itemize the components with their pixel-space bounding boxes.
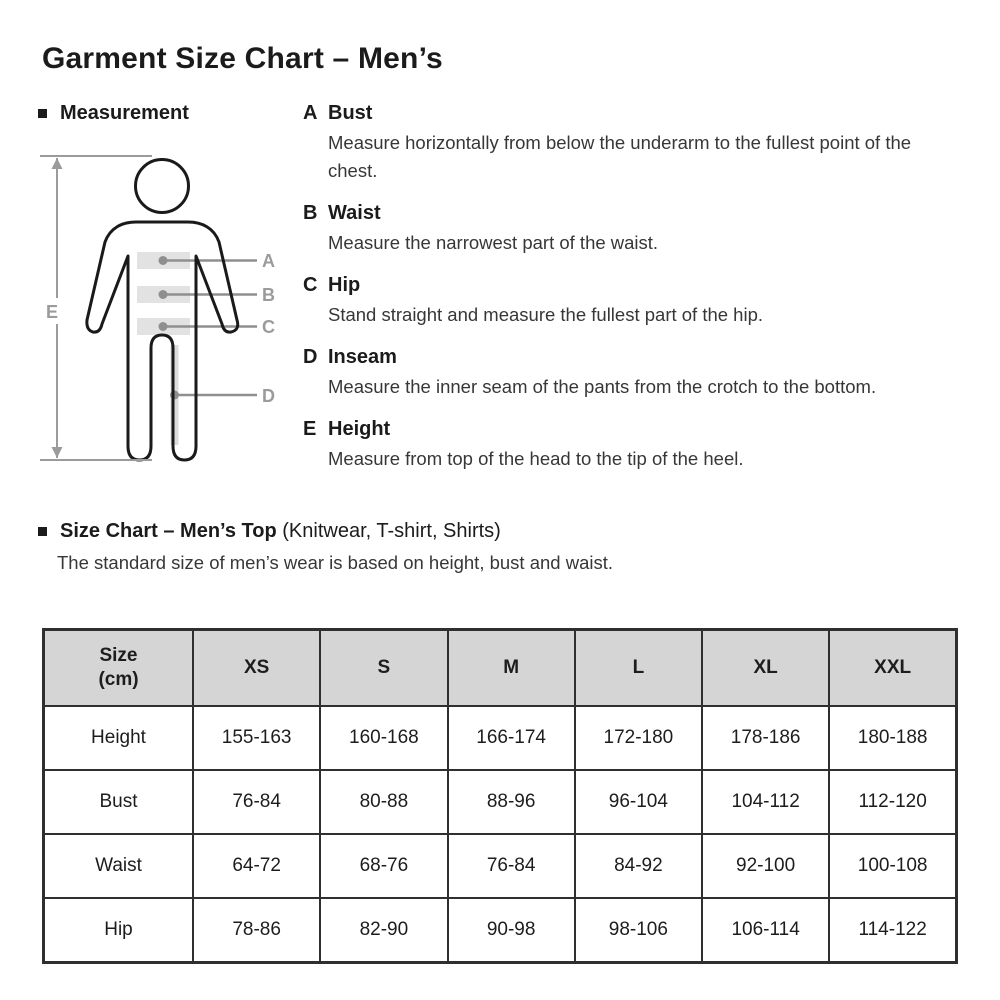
table-cell: 104-112 [702,770,829,834]
measurement-item-inseam [303,344,959,401]
height-arrowhead-down [52,447,63,458]
measurement-heading-label: Measurement [60,102,189,124]
row-label: Bust [44,770,194,834]
page-title: Garment Size Chart – Men’s [42,42,443,75]
table-cell: 155-163 [193,706,320,770]
col-header-size-line1: Size [99,645,138,666]
table-cell: 166-174 [448,706,575,770]
bullet-square-icon [38,109,47,118]
measurement-letter: C [303,274,318,296]
table-cell: 76-84 [193,770,320,834]
measurement-letter: E [303,418,317,440]
measurement-item-hip [303,272,959,329]
col-header-size [44,630,194,707]
table-cell: 178-186 [702,706,829,770]
table-cell: 90-98 [448,898,575,963]
measurement-term: Height [328,418,391,440]
table-row-height [44,706,957,770]
size-chart-heading-label: Size Chart – Men’s Top [60,520,277,542]
table-cell: 180-188 [829,706,956,770]
waist-dot [159,290,168,299]
figure-label-inseam: D [262,386,275,406]
table-cell: 98-106 [575,898,702,963]
figure-label-height: E [46,302,59,322]
col-header-xs: XS [193,630,320,707]
table-cell: 84-92 [575,834,702,898]
measurement-description: Stand straight and measure the fullest part of the hip. [328,304,764,325]
measurement-description: Measure from top of the head to the tip of the heel. [328,448,744,469]
size-table [42,628,958,964]
measurement-term: Hip [328,274,361,296]
table-cell: 172-180 [575,706,702,770]
measurement-description: Measure the narrowest part of the waist. [328,232,659,253]
table-cell: 114-122 [829,898,956,963]
table-cell: 68-76 [320,834,447,898]
table-cell: 78-86 [193,898,320,963]
table-row-hip [44,898,957,963]
hip-dot [159,322,168,331]
measurement-term: Bust [328,102,373,124]
table-row-waist [44,834,957,898]
height-arrowhead-up [52,158,63,169]
row-label: Waist [44,834,194,898]
size-chart-section-heading [38,520,501,543]
measurement-description: Measure the inner seam of the pants from the crotch to the bottom. [328,376,877,397]
measurement-item-bust [303,100,959,185]
row-label: Hip [44,898,194,963]
measurement-letter: B [303,202,318,224]
col-header-s: S [320,630,447,707]
measurement-item-height [303,416,959,473]
table-cell: 64-72 [193,834,320,898]
head-circle [136,160,189,213]
measurement-definitions [303,100,959,488]
table-cell: 96-104 [575,770,702,834]
figure-label-hip: C [262,317,275,337]
measurement-item-waist [303,200,959,257]
bullet-square-icon [38,527,47,536]
table-cell: 76-84 [448,834,575,898]
measurement-term: Inseam [328,346,397,368]
measurement-letter: D [303,346,318,368]
size-table-container [42,628,958,964]
table-cell: 100-108 [829,834,956,898]
table-cell: 92-100 [702,834,829,898]
measurement-letter: A [303,102,318,124]
body-measurement-diagram [38,138,303,488]
table-cell: 80-88 [320,770,447,834]
table-header-row [44,630,957,707]
table-cell: 88-96 [448,770,575,834]
measurement-figure [38,138,303,488]
col-header-xl: XL [702,630,829,707]
figure-label-waist: B [262,285,275,305]
measurement-section-heading [38,102,189,125]
col-header-size-line2: (cm) [98,669,139,690]
table-cell: 106-114 [702,898,829,963]
row-label: Height [44,706,194,770]
col-header-m: M [448,630,575,707]
bust-dot [159,256,168,265]
col-header-xxl: XXL [829,630,956,707]
measurement-description: Measure horizontally from below the underarm to the fullest point of the chest. [328,132,912,181]
size-chart-heading-suffix: (Knitwear, T-shirt, Shirts) [276,520,501,542]
table-cell: 160-168 [320,706,447,770]
table-cell: 82-90 [320,898,447,963]
col-header-l: L [575,630,702,707]
table-row-bust [44,770,957,834]
figure-label-bust: A [262,251,275,271]
size-chart-subtitle: The standard size of men’s wear is based on height, bust and waist. [57,552,614,573]
measurement-term: Waist [328,202,381,224]
table-cell: 112-120 [829,770,956,834]
